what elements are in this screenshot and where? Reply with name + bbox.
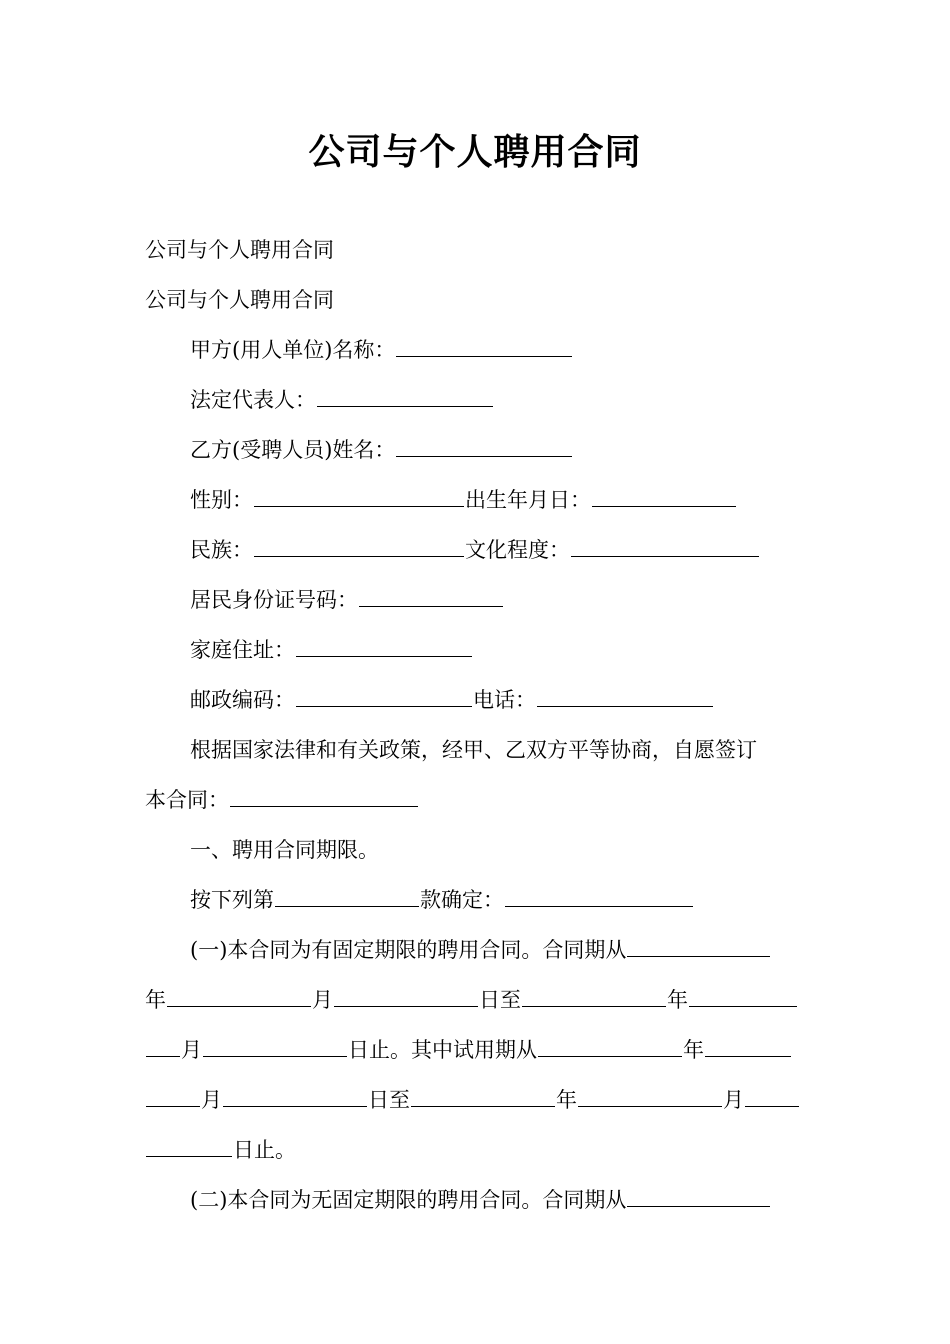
open-term-intro: (二)本合同为无固定期限的聘用合同。合同期从 [190, 1188, 627, 1212]
probation-line [145, 1025, 810, 1075]
party-a-line [190, 325, 810, 375]
method-determined-blank[interactable] [505, 888, 693, 907]
open-term-line [190, 1175, 810, 1225]
subtitle-line-1 [145, 225, 810, 275]
probation-end-year-blank[interactable] [411, 1088, 555, 1107]
id-number-blank[interactable] [359, 588, 503, 607]
ethnicity-education-line [190, 525, 810, 575]
end-year-blank[interactable] [522, 988, 666, 1007]
postal-code-label: 邮政编码： [190, 688, 295, 712]
end-month-label: 月 [181, 1038, 202, 1062]
party-a-name-blank[interactable] [396, 338, 572, 357]
subtitle-1: 公司与个人聘用合同 [145, 238, 334, 262]
gender-label: 性别： [190, 488, 253, 512]
party-b-line [190, 425, 810, 475]
education-label: 文化程度： [465, 538, 570, 562]
phone-label: 电话： [473, 688, 536, 712]
probation-end-year-label: 年 [556, 1088, 577, 1112]
section-1-heading: 一、聘用合同期限。 [190, 838, 379, 862]
start-day-to-label: 日至 [479, 988, 521, 1012]
method-clause-blank[interactable] [275, 888, 419, 907]
party-b-name-blank[interactable] [396, 438, 572, 457]
legal-rep-line [190, 375, 810, 425]
document-title: 公司与个人聘用合同 [308, 132, 642, 173]
probation-label: 日止。其中试用期从 [348, 1038, 537, 1062]
fixed-term-intro: (一)本合同为有固定期限的聘用合同。合同期从 [190, 938, 627, 962]
preamble-line-1 [190, 725, 810, 775]
end-day-blank[interactable] [203, 1038, 347, 1057]
preamble-text-b: 本合同： [145, 788, 229, 812]
start-month-blank[interactable] [334, 988, 478, 1007]
gender-blank[interactable] [254, 488, 464, 507]
probation-end-day-cont-blank[interactable] [146, 1138, 232, 1157]
party-b-label: 乙方(受聘人员)姓名： [190, 438, 396, 462]
method-label-b: 款确定： [420, 888, 504, 912]
home-address-label: 家庭住址： [190, 638, 295, 662]
home-address-blank[interactable] [296, 638, 472, 657]
postal-phone-line [190, 675, 810, 725]
preamble-blank[interactable] [230, 788, 418, 807]
probation-month-label: 月 [201, 1088, 222, 1112]
probation-month-cont-blank[interactable] [146, 1088, 200, 1107]
probation-end-month-blank[interactable] [578, 1088, 722, 1107]
birth-date-blank[interactable] [592, 488, 736, 507]
party-a-label: 甲方(用人单位)名称： [190, 338, 396, 362]
fixed-term-start-blank[interactable] [627, 938, 770, 957]
preamble-line-2 [145, 775, 810, 825]
end-month-blank[interactable] [689, 988, 797, 1007]
home-address-line [190, 625, 810, 675]
phone-blank[interactable] [537, 688, 713, 707]
postal-code-blank[interactable] [296, 688, 472, 707]
probation-end-day-blank[interactable] [745, 1088, 799, 1107]
section-1-heading-line [190, 825, 810, 875]
subtitle-line-2 [145, 275, 810, 325]
birth-date-label: 出生年月日： [465, 488, 591, 512]
method-line [190, 875, 810, 925]
preamble-text-a: 根据国家法律和有关政策，经甲、乙双方平等协商，自愿签订 [190, 738, 757, 762]
method-label-a: 按下列第 [190, 888, 274, 912]
ethnicity-blank[interactable] [254, 538, 464, 557]
start-month-label: 月 [312, 988, 333, 1012]
start-year-label: 年 [145, 988, 166, 1012]
probation-start-year-blank[interactable] [538, 1038, 682, 1057]
gender-birth-line [190, 475, 810, 525]
probation-day-blank[interactable] [223, 1088, 367, 1107]
open-term-start-blank[interactable] [627, 1188, 770, 1207]
probation-month-blank[interactable] [705, 1038, 791, 1057]
probation-end-month-label: 月 [723, 1088, 744, 1112]
probation-end-line [145, 1125, 810, 1175]
probation-year-label: 年 [683, 1038, 704, 1062]
legal-rep-blank[interactable] [317, 388, 493, 407]
probation-dates-line [145, 1075, 810, 1125]
end-year-label: 年 [667, 988, 688, 1012]
fixed-term-line [190, 925, 810, 975]
id-number-line [190, 575, 810, 625]
ethnicity-label: 民族： [190, 538, 253, 562]
fixed-term-dates-line [145, 975, 810, 1025]
id-number-label: 居民身份证号码： [190, 588, 358, 612]
end-month-cont-blank[interactable] [146, 1038, 180, 1057]
education-blank[interactable] [571, 538, 759, 557]
subtitle-2: 公司与个人聘用合同 [145, 288, 334, 312]
probation-end-label: 日止。 [233, 1138, 296, 1162]
start-year-blank[interactable] [167, 988, 311, 1007]
probation-day-to-label: 日至 [368, 1088, 410, 1112]
legal-rep-label: 法定代表人： [190, 388, 316, 412]
